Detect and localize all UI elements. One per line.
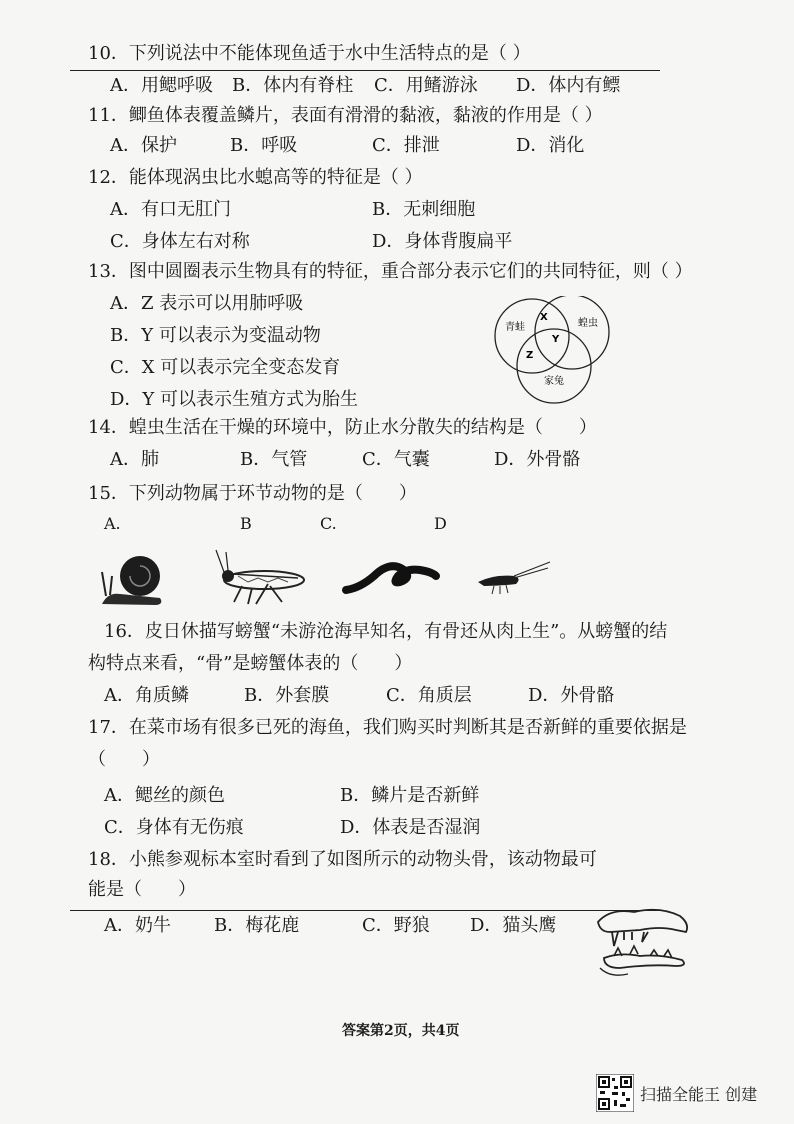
question-18-stem-cont: 能是（ ） [88, 879, 196, 900]
venn-label-frog: 青蛙 [505, 322, 525, 333]
q15-label-d: D [434, 514, 447, 533]
q14-option-a: A．肺 [110, 449, 159, 470]
earthworm-icon [340, 552, 440, 596]
q14-option-d: D．外骨骼 [494, 449, 581, 470]
q13-option-d: D．Y 可以表示生殖方式为胎生 [110, 389, 359, 410]
q12-option-c: C．身体左右对称 [110, 231, 250, 252]
q10-option-c: C．用鳍游泳 [374, 75, 478, 96]
q12-option-b: B．无刺细胞 [372, 199, 476, 220]
question-11-stem: 11．鲫鱼体表覆盖鳞片，表面有滑滑的黏液，黏液的作用是（ ） [88, 105, 603, 126]
divider-line [70, 910, 660, 911]
venn-region-x: X [540, 312, 548, 323]
q11-option-a: A．保护 [110, 135, 177, 156]
question-17-stem-cont: （ ） [88, 749, 160, 770]
q11-option-c: C．排泄 [372, 135, 440, 156]
shrimp-icon [470, 560, 554, 596]
q17-option-b: B．鳞片是否新鲜 [340, 785, 480, 806]
venn-circle-locust [535, 296, 609, 369]
q15-label-b: B [240, 514, 252, 533]
snail-icon [98, 548, 168, 606]
q13-option-a: A．Z 表示可以用肺呼吸 [110, 293, 304, 314]
page-footer: 答案第2页，共4页 [342, 1023, 460, 1039]
divider-line [70, 70, 660, 71]
q18-option-c: C．野狼 [362, 915, 430, 936]
qr-code-icon [596, 1074, 634, 1112]
question-14-stem: 14．蝗虫生活在干燥的环境中，防止水分散失的结构是（ ） [88, 417, 597, 438]
q10-option-b: B．体内有脊柱 [232, 75, 354, 96]
q17-option-c: C．身体有无伤痕 [104, 817, 244, 838]
q10-option-a: A．用鳃呼吸 [110, 75, 213, 96]
venn-label-rabbit: 家兔 [544, 376, 564, 387]
venn-region-z: Z [526, 350, 534, 361]
venn-region-y: Y [552, 334, 560, 345]
q18-option-b: B．梅花鹿 [214, 915, 300, 936]
q15-label-a: A. [104, 514, 121, 533]
q14-option-c: C．气囊 [362, 449, 430, 470]
scanner-watermark: 扫描全能王 创建 [640, 1085, 758, 1104]
venn-label-locust: 蝗虫 [578, 318, 598, 329]
q16-option-a: A．角质鳞 [104, 685, 189, 706]
question-13-stem: 13．图中圆圈表示生物具有的特征，重合部分表示它们的共同特征，则（ ） [88, 261, 693, 282]
q18-option-a: A．奶牛 [104, 915, 171, 936]
q13-option-c: C．X 可以表示完全变态发育 [110, 357, 341, 378]
skull-icon [590, 902, 700, 982]
question-15-stem: 15．下列动物属于环节动物的是（ ） [88, 483, 417, 504]
q11-option-d: D．消化 [516, 135, 585, 156]
question-16-stem: 16．皮日休描写螃蟹“未游沧海早知名，有骨还从肉上生”。从螃蟹的结 [104, 621, 668, 642]
q16-option-b: B．外套膜 [244, 685, 330, 706]
q17-option-d: D．体表是否湿润 [340, 817, 481, 838]
q12-option-d: D．身体背腹扁平 [372, 231, 513, 252]
q17-option-a: A．鳃丝的颜色 [104, 785, 225, 806]
q18-option-d: D．猫头鹰 [470, 915, 557, 936]
question-18-stem: 18．小熊参观标本室时看到了如图所示的动物头骨，该动物最可 [88, 849, 597, 870]
question-16-stem-cont: 构特点来看，“骨”是螃蟹体表的（ ） [88, 653, 413, 674]
question-17-stem: 17．在菜市场有很多已死的海鱼，我们购买时判断其是否新鲜的重要依据是 [88, 717, 687, 738]
q11-option-b: B．呼吸 [230, 135, 298, 156]
question-10-stem: 10．下列说法中不能体现鱼适于水中生活特点的是（ ） [88, 43, 531, 64]
q13-option-b: B．Y 可以表示为变温动物 [110, 325, 321, 346]
question-12-stem: 12．能体现涡虫比水螅高等的特征是（ ） [88, 167, 423, 188]
q14-option-b: B．气管 [240, 449, 308, 470]
q16-option-d: D．外骨骼 [528, 685, 615, 706]
venn-diagram [488, 296, 628, 406]
q15-label-c: C. [320, 514, 337, 533]
q10-option-d: D．体内有鳔 [516, 75, 621, 96]
q16-option-c: C．角质层 [386, 685, 472, 706]
q12-option-a: A．有口无肛门 [110, 199, 231, 220]
grasshopper-icon [208, 548, 310, 608]
